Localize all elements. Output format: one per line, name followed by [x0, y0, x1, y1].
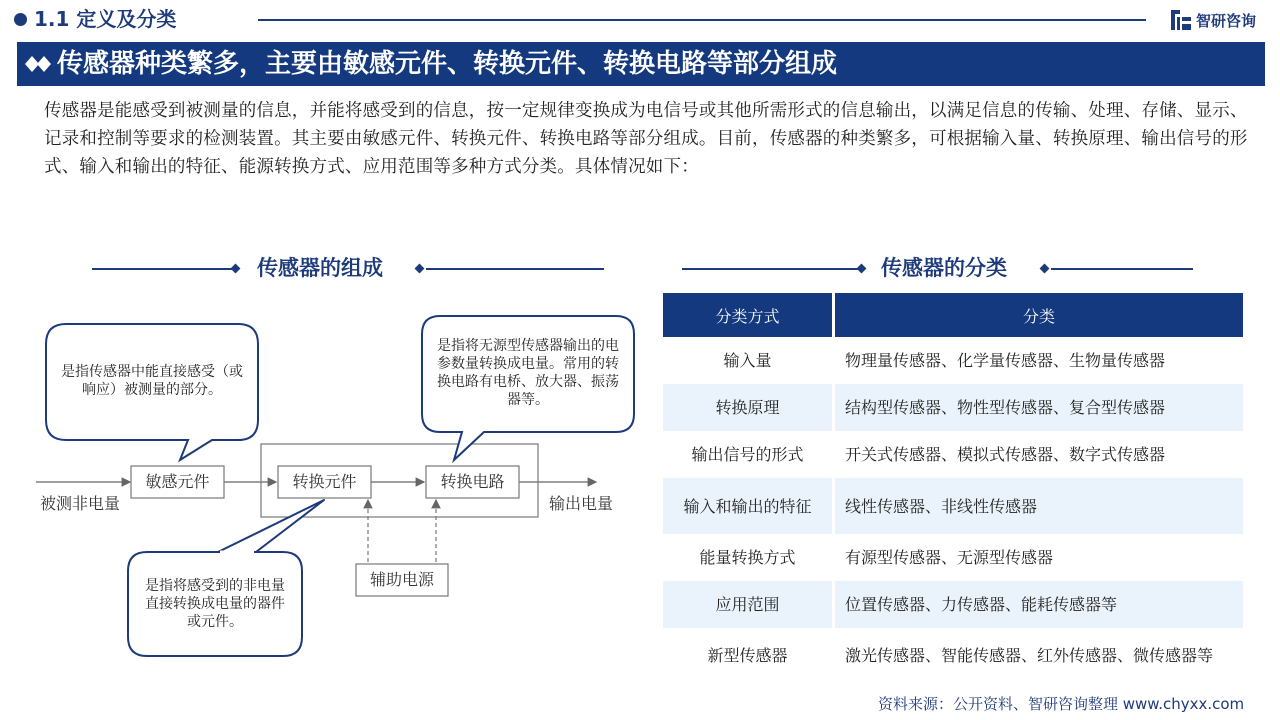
table-row — [663, 384, 1243, 431]
table-row — [663, 581, 1243, 628]
row-category: 激光传感器、智能传感器、红外传感器、微传感器等 — [845, 645, 1214, 665]
classification-title-diamond-right-icon — [1040, 264, 1050, 274]
classification-title: 传感器的分类 — [881, 256, 1007, 280]
classification-title-line-right — [1051, 268, 1193, 270]
double-diamond-icon — [25, 56, 55, 72]
table-header-method: 分类方式 — [663, 293, 835, 337]
aux-power-label: 辅助电源 — [369, 570, 434, 589]
row-method: 输出信号的形式 — [663, 431, 835, 478]
conversion-circuit-bubble-text: 是指将无源型传感器输出的电参数量转换成电量。常用的转换电路有电桥、放大器、振荡器等。 — [437, 338, 619, 408]
table-row — [663, 628, 1243, 682]
row-method: 输入和输出的特征 — [663, 478, 835, 534]
input-label: 被测非电量 — [40, 494, 121, 513]
row-category: 有源型传感器、无源型传感器 — [845, 548, 1054, 567]
classification-table — [663, 293, 1243, 682]
row-category: 位置传感器、力传感器、能耗传感器等 — [835, 581, 1243, 628]
section-header — [0, 0, 1280, 40]
classification-title-line-left — [682, 268, 858, 270]
row-method: 应用范围 — [663, 581, 835, 628]
row-category: 线性传感器、非线性传感器 — [835, 478, 1243, 534]
composition-title-diamond-right-icon — [415, 264, 425, 274]
composition-title-line-left — [92, 268, 232, 270]
classification-title-diamond-left-icon — [857, 264, 867, 274]
brand-logo-icon — [1170, 9, 1192, 31]
table-header-category: 分类 — [835, 293, 1243, 337]
conversion-circuit-label: 转换电路 — [440, 472, 505, 491]
conversion-element-bubble-text: 是指将感受到的非电量直接转换成电量的器件或元件。 — [145, 578, 285, 630]
brand-logo — [1170, 6, 1256, 34]
row-method: 新型传感器 — [663, 628, 835, 682]
brand-name: 智研咨询 — [1196, 11, 1257, 30]
table-header-row — [663, 293, 1243, 337]
output-label: 输出电量 — [549, 494, 614, 513]
intro-paragraph: 传感器是能感受到被测量的信息，并能将感受到的信息，按一定规律变换成为电信号或其他所需形式的信息输出，以满足信息的传输、处理、存储、显示、记录和控制等要求的检测装置。其主要由敏感元件、转换元件、转换电路等部分组成。目前，传感器的种类繁多，可根据输入量、转换原理、输出信号的形式、输入和输出的特征、能源转换方式、应用范围等多种方式分类。具体情况如下： — [44, 101, 1248, 177]
sensitive-element-label: 敏感元件 — [145, 472, 210, 491]
source-note: 资料来源：公开资料、智研咨询整理 www.chyxx.com — [878, 695, 1245, 713]
composition-title-diamond-left-icon — [231, 264, 241, 274]
composition-title: 传感器的组成 — [257, 256, 383, 280]
section-title: 1.1 定义及分类 — [34, 7, 177, 31]
composition-diagram — [30, 300, 650, 670]
conversion-element-bubble-tail — [218, 500, 324, 552]
table-row — [663, 337, 1243, 384]
row-method: 转换原理 — [663, 384, 835, 431]
row-method: 能量转换方式 — [663, 534, 835, 581]
row-category: 开关式传感器、模拟式传感器、数字式传感器 — [845, 445, 1166, 464]
composition-title-line-right — [426, 268, 604, 270]
row-method: 输入量 — [663, 337, 835, 384]
row-category: 物理量传感器、化学量传感器、生物量传感器 — [845, 351, 1166, 370]
sensitive-element-bubble-text: 是指传感器中能直接感受（或响应）被测量的部分。 — [61, 364, 243, 398]
conversion-element-label: 转换元件 — [292, 472, 357, 491]
table-row — [663, 478, 1243, 534]
section-divider — [258, 19, 1146, 21]
title-banner — [17, 42, 1265, 86]
table-row — [663, 431, 1243, 478]
table-row — [663, 534, 1243, 581]
row-category: 结构型传感器、物性型传感器、复合型传感器 — [835, 384, 1243, 431]
banner-title: 传感器种类繁多，主要由敏感元件、转换元件、转换电路等部分组成 — [57, 49, 838, 79]
bullet-dot-icon — [14, 13, 27, 26]
